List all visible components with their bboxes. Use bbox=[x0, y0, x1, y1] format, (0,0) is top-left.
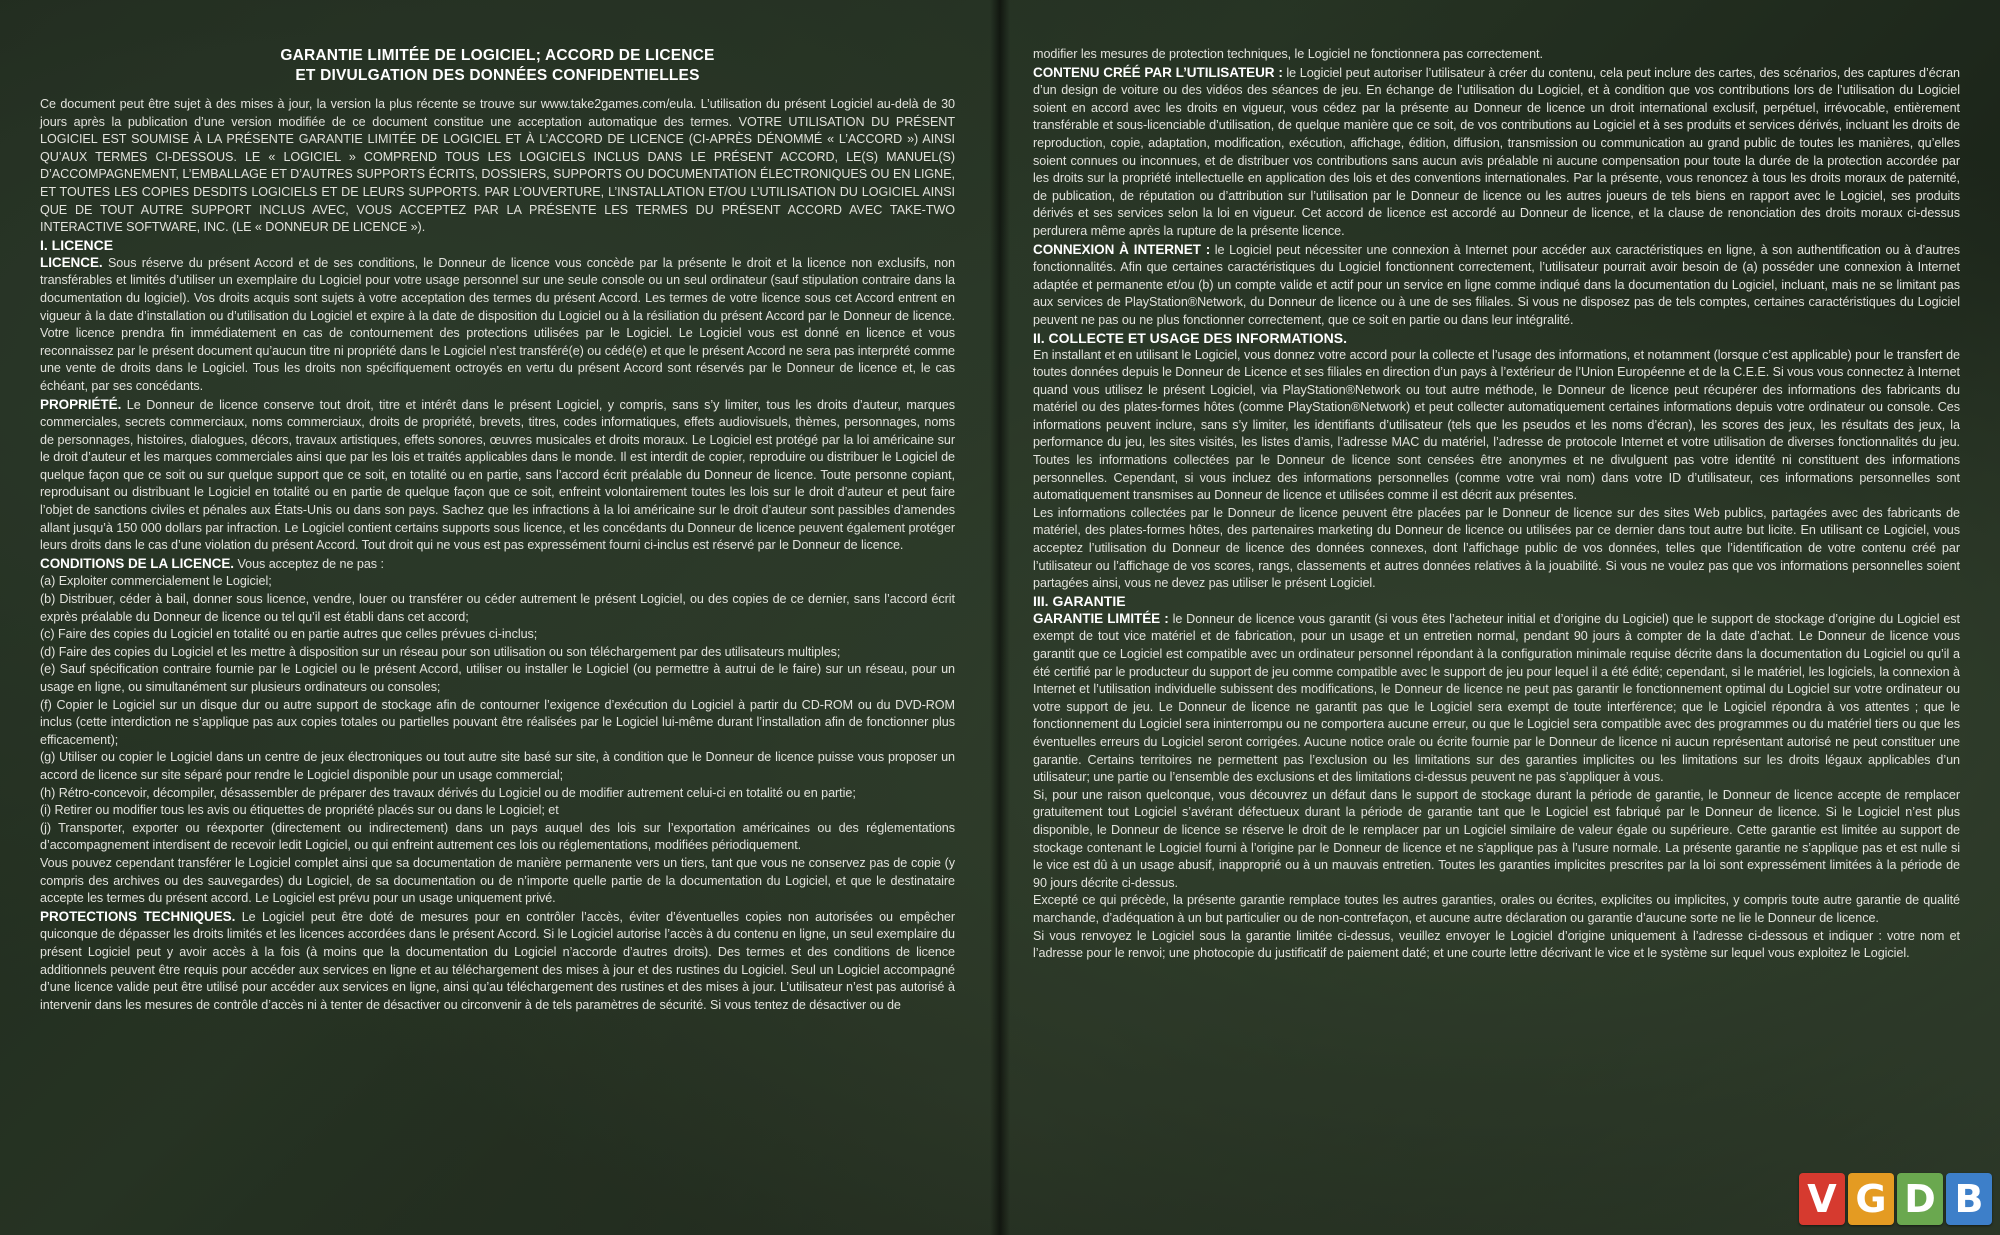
ugc-paragraph bbox=[1033, 64, 1960, 241]
licence-paragraph bbox=[40, 254, 955, 396]
protections-text: Le Logiciel peut être doté de mesures pour en contrôler l’accès, éviter d’éventuelles copies non autorisées ou empêcher quiconque de dépasser les droits limités et les licences accordées dans le présent Accord. Si le Logiciel autorise l’accès à du contenu en ligne, un seul exemplaire du présent Logiciel peut y avoir accès à la fois (à moins que la documentation du Logiciel n’accorde d’autres droits). Des termes et des conditions de licence additionnels peuvent être requis pour accéder aux services en ligne et au téléchargement des mises à jour et des rustines du Logiciel. Seul un Logiciel accompagné d’une licence valide peut être utilisé pour accéder aux services en ligne, ainsi qu’au téléchargement des rustines et des mises à jour. L’utilisateur n’est pas autorisé à intervenir dans les mesures de contrôle d’accès ni à tenter de désactiver ou circonvenir à de tels paramètres de sécurité. Si vous tentez de désactiver ou de bbox=[40, 909, 955, 1012]
list-item: (b) Distribuer, céder à bail, donner sous licence, vendre, louer ou transférer ou céder autrement le présent Logiciel, ou des copies de ce dernier, sans l’accord écrit exprès préalable du Donneur de licence ou tel qu’il est établi dans cet accord; bbox=[40, 592, 955, 624]
transfer-paragraph: Vous pouvez cependant transférer le Logiciel complet ainsi que sa documentation de manière permanente vers un tiers, tant que vous ne conservez pas de copie (y compris des archives ou des sauvegardes) du Logiciel, de sa documentation ou de n’importe quelle partie de la documentation du Logiciel, et que le destinataire accepte les termes du présent accord. Le Logiciel est prévu pour un usage uniquement privé. bbox=[40, 855, 955, 906]
licence-text: Sous réserve du présent Accord et de ses conditions, le Donneur de licence vous concède par la présente le droit et la licence non exclusifs, non transférables et limités d’utiliser un exemplaire du Logiciel pour votre usage personnel sur une seule console ou un seul ordinateur (sauf stipulation contraire dans la documentation du logiciel). Vos droits acquis sont sujets à votre acceptation des termes du présent Accord. Les termes de votre licence sous cet Accord entrent en vigueur à la date d’installation ou d’utilisation du Logiciel et expire à la date de disposition du Logiciel ou à la résiliation du présent Accord par le Donneur de licence. Votre licence prendra fin immédiatement en cas de contournement des protections utilisées par le Logiciel. Le Logiciel vous est donné en licence et vous reconnaissez par le présent document qu’aucun titre ni propriété dans le Logiciel n’est transféré(e) ou cédé(e) et que le présent Accord ne sera pas interprété comme une vente de droits dans le Logiciel. Tous les droits non spécifiquement octroyés en vertu du présent Accord sont réservés par le Donneur de licence et, le cas échéant, par ses concédants. bbox=[40, 255, 955, 393]
propriete-lead: PROPRIÉTÉ. bbox=[40, 396, 122, 412]
ugc-lead: CONTENU CRÉÉ PAR L’UTILISATEUR : bbox=[1033, 64, 1283, 80]
data-collection-paragraph-1: En installant et en utilisant le Logiciel, vous donnez votre accord pour la collecte et l’usage des informations, et notamment (lorsque c’est applicable) pour le transfert de toutes données depuis le Donneur de Licence et ses filiales en direction d’un pays à l’extérieur de l’Union Européenne et de la C.E.E. Si vous vous connectez à Internet quand vous utilisez le présent Logiciel, via PlayStation®Network ou tout autre méthode, le Donneur de licence peut récupérer des informations des fabricants du matériel ou des plates-formes hôtes (comme PlayStation®Network) et peut collecter automatiquement certaines informations depuis votre ordinateur ou console. Ces informations peuvent inclure, sans s’y limiter, les identifiants d’utilisateur (tels que les pseudos et les noms d’écran), les scores des jeux, les résultats des jeux, la performance du jeu, les sites visités, les listes d’amis, l’adresse MAC du matériel, l’adresse de protocole Internet et votre utilisation de diverses fonctionnalités du jeu. Toutes les informations collectées par le Donneur de licence sont censées être anonymes et ne divulguent pas votre identité ni constituent des informations personnelles. Cependant, si vous incluez des informations personnelles (comme votre vrai nom) dans votre ID d’utilisateur, ces informations personnelles sont automatiquement transmises au Donneur de licence et utilisées comme il est décrit aux présentes. bbox=[1033, 347, 1960, 503]
list-item: (g) Utiliser ou copier le Logiciel dans un centre de jeux électroniques ou tout autre site basé sur site, à condition que le Donneur de licence puisse vous proposer un accord de licence sur site séparé pour rendre le Logiciel disponible pour un usage commercial; bbox=[40, 750, 955, 782]
section-3-heading: III. GARANTIE bbox=[1033, 592, 1126, 609]
title-line-2: ET DIVULGATION DES DONNÉES CONFIDENTIELLES bbox=[295, 67, 700, 84]
list-item: (i) Retirer ou modifier tous les avis ou étiquettes de propriété placés sur ou dans le Logiciel; et bbox=[40, 803, 559, 818]
data-collection-paragraph-2: Les informations collectées par le Donneur de licence peuvent être placées par le Donneur de licence sur des sites Web publics, partagées avec des fabricants de matériel, des plates-formes hôtes, des partenaires marketing du Donneur de licence ou utilisées par ce dernier dans tout autre but licite. En utilisant ce Logiciel, vous acceptez l’utilisation du Donneur de licence des données connexes, dont l’affichage public de vos données, telles que l’identification de votre contenu créé par l’utilisateur ou l’affichage de vos scores, rangs, classements et autres données relatives à la jouabilité. Si vous ne voulez pas que vos informations personnelles soient partagées ainsi, vous ne devez pas utiliser le présent Logiciel. bbox=[1033, 505, 1960, 591]
left-page bbox=[0, 0, 995, 1235]
warranty-lead: GARANTIE LIMITÉE : bbox=[1033, 610, 1169, 626]
internet-paragraph bbox=[1033, 241, 1960, 330]
propriete-paragraph bbox=[40, 396, 955, 555]
warranty-text: le Donneur de licence vous garantit (si vous êtes l’acheteur initial et d’origine du Logiciel) que le support de stockage d’origine du Logiciel est exempt de tout vice matériel et de fabrication, pour un usage et un entretien normal, pendant 90 jours à compter de la date d’achat. Le Donneur de licence vous garantit que ce Logiciel est compatible avec un ordinateur personnel répondant à la configuration minimale requise décrite dans la documentation du Logiciel ou qu’il a été certifié par le producteur du support de jeu comme compatible avec le support de jeu pour lequel il a été édité; cependant, si le matériel, les logiciels, la connexion à Internet et l’utilisation individuelle subissent des modifications, le Donneur de licence ne peut pas garantir le fonctionnement optimal du Logiciel sur votre ordinateur ou votre support de jeu. Le Donneur de licence ne garantit pas que le Logiciel sera exempt de toute interférence; que le Logiciel répondra à vos attentes ; que le fonctionnement du Logiciel sera ininterrompu ou ne comportera aucune erreur, ou que le Logiciel sera compatible avec des programmes ou du matériel tiers ou que les éventuelles erreurs du Logiciel seront corrigées. Aucune notice orale ou écrite fournie par le Donneur de licence ni aucun représentant autorisé ne peut constituer une garantie. Certains territoires ne permettent pas l’exclusion ou les limitations sur des garanties implicites ou les limitations sur les droits légaux applicables d’un utilisateur; une partie ou l’ensemble des exclusions et des limitations ci-dessus peuvent ne pas s’appliquer à vous. bbox=[1033, 611, 1960, 785]
list-item: (c) Faire des copies du Logiciel en totalité ou en partie autres que celles prévues ci-inclus; bbox=[40, 627, 538, 642]
title-line-1: GARANTIE LIMITÉE DE LOGICIEL; ACCORD DE LICENCE bbox=[280, 47, 715, 64]
internet-text: le Logiciel peut nécessiter une connexion à Internet pour accéder aux caractéristiques en ligne, à son authentification ou à d’autres fonctionnalités. Afin que certaines caractéristiques du Logiciel fonctionnent correctement, l’utilisateur pourrait avoir besoin de (a) posséder une connexion à Internet adaptée et permanente et/ou (b) un compte valide et actif pour un service en ligne comme indiqué dans la documentation du Logiciel, incluant, mais ne se limitant pas aux services de PlayStation®Network, du Donneur de licence ou à une de ses filiales. Si vous ne disposez pas de tels comptes, certaines caractéristiques du Logiciel peuvent ne pas ou ne plus fonctionner correctement, que ce soit en partie ou dans leur intégralité. bbox=[1033, 242, 1960, 327]
continued-paragraph: modifier les mesures de protection techniques, le Logiciel ne fonctionnera pas correctement. bbox=[1033, 47, 1543, 61]
warranty-paragraph-2: Si, pour une raison quelconque, vous découvrez un défaut dans le support de stockage durant la période de garantie, le Donneur de licence accepte de remplacer gratuitement tout Logiciel s’avérant défectueux durant la période de garantie tant que le Logiciel est fabriqué par le Donneur de licence. Si le Logiciel n’est plus disponible, le Donneur de licence se réserve le droit de le remplacer par un Logiciel similaire de valeur égale ou supérieure. Cette garantie est limitée au support de stockage contenant le Logiciel fourni à l’origine par le Donneur de licence et ne s’applique pas à l’usure normale. La présente garantie ne s’applique pas et est nulle si le vice est dû à un usage abusif, inapproprié ou à un mauvais entretien. Toutes les garanties implicites prescrites par la loi sont expressément limitées à la période de 90 jours décrite ci-dessus. bbox=[1033, 787, 1960, 890]
list-item: (e) Sauf spécification contraire fournie par le Logiciel ou le présent Accord, utiliser ou installer le Logiciel (ou permettre à autrui de le faire) sur un réseau, pour un usage en ligne, ou simultanément sur plusieurs ordinateurs ou consoles; bbox=[40, 662, 955, 694]
list-item: (a) Exploiter commercialement le Logiciel; bbox=[40, 574, 272, 589]
list-item: (d) Faire des copies du Logiciel et les mettre à disposition sur un réseau pour son utilisation ou son téléchargement par des utilisateurs multiples; bbox=[40, 644, 841, 659]
right-page bbox=[1005, 0, 2000, 1235]
protections-paragraph bbox=[40, 908, 955, 1015]
conditions-paragraph bbox=[40, 555, 955, 574]
section-2-heading: II. COLLECTE ET USAGE DES INFORMATIONS. bbox=[1033, 329, 1347, 346]
logo-letter-b: B bbox=[1946, 1173, 1992, 1225]
licence-lead: LICENCE. bbox=[40, 254, 103, 270]
conditions-lead: CONDITIONS DE LA LICENCE. bbox=[40, 555, 235, 571]
protections-lead: PROTECTIONS TECHNIQUES. bbox=[40, 908, 236, 924]
ugc-text: le Logiciel peut autoriser l’utilisateur à créer du contenu, cela peut inclure des cartes, des scénarios, des captures d’écran d’un design de voiture ou des vidéos des séances de jeu. En échange de l’utilisation du Logiciel, et à condition que vos contributions lors de l’utilisation du Logiciel soient en accord avec les droits en vigueur, vous cédez par la présente au Donneur de licence un droit international exclusif, perpétuel, irrévocable, entièrement transférable et sous-licenciable d’utilisation, de quelque manière que ce soit, de vos contributions au Logiciel et à ses produits et services dérivés, incluant les droits de reproduction, copie, adaptation, modification, exécution, affichage, édition, diffusion, transmission ou communication au grand public de toutes les manières, qu’elles soient connues ou inconnues, et de distribuer vos contributions sans aucun avis préalable ni aucune compensation pour toute la durée de la protection accordée par les droits sur la propriété intellectuelle en application des lois et des conventions internationales. Par la présente, vous renoncez à tous les droits moraux de paternité, de publication, de réputation ou d’attribution sur l’utilisation par le Donneur de licence ou les autres joueurs de tels biens en rapport avec le Logiciel, ses produits dérivés et ses services selon la loi en vigueur. Cet accord de licence est accordé au Donneur de licence, et la clause de renonciation des droits moraux ci-dessus perdurera même après la rupture de la présente licence. bbox=[1033, 65, 1960, 238]
logo-letter-v: V bbox=[1799, 1173, 1845, 1225]
warranty-paragraph-1 bbox=[1033, 610, 1960, 787]
logo-letter-d: D bbox=[1897, 1173, 1943, 1225]
list-item: (f) Copier le Logiciel sur un disque dur ou autre support de stockage afin de contourner l’exigence d’exécution du Logiciel à partir du CD-ROM ou du DVD-ROM inclus (cette interdiction ne s’applique pas aux copies totales ou partielles pouvant être réalisées par le Logiciel lui-même durant l’installation afin de fonctionner plus efficacement); bbox=[40, 697, 955, 747]
list-item: (h) Rétro-concevoir, décompiler, désassembler de préparer des travaux dérivés du Logiciel ou de modifier autrement celui-ci en totalité ou en partie; bbox=[40, 785, 856, 800]
list-item: (j) Transporter, exporter ou réexporter (directement ou indirectement) dans un pays auquel des lois sur l’exportation américaines ou des réglementations d’accompagnement interdisent de recevoir ledit Logiciel, ou qui enfreint autrement ces lois ou réglementations, modifiées périodiquement. bbox=[40, 820, 955, 853]
intro-paragraph: Ce document peut être sujet à des mises à jour, la version la plus récente se trouve sur www.take2games.com/eula. L’utilisation du présent Logiciel au-delà de 30 jours après la publication d’une version modifiée de ce document constitue une acceptation automatique des termes. VOTRE UTILISATION DU PRÉSENT LOGICIEL EST SOUMISE À LA PRÉSENTE GARANTIE LIMITÉE DE LOGICIEL ET À L’ACCORD DE LICENCE (CI-APRÈS DÉNOMMÉ « L’ACCORD ») AINSI QU’AUX TERMES CI-DESSOUS. LE « LOGICIEL » COMPREND TOUS LES LOGICIELS INCLUS DANS LE PRÉSENT ACCORD, LE(S) MANUEL(S) D’ACCOMPAGNEMENT, L’EMBALLAGE ET D’AUTRES SUPPORTS ÉCRITS, DOSSIERS, SUPPORTS OU DOCUMENTATION ÉLECTRONIQUES OU EN LIGNE, ET TOUTES LES COPIES DESDITS LOGICIELS ET DE LEURS SUPPORTS. PAR L’OUVERTURE, L’INSTALLATION ET/OU L’UTILISATION DU LOGICIEL AINSI QUE DE TOUT AUTRE SUPPORT INCLUS AVEC, VOUS ACCEPTEZ PAR LA PRÉSENTE LES TERMES DU PRÉSENT ACCORD AVEC TAKE-TWO INTERACTIVE SOFTWARE, INC. (LE « DONNEUR DE LICENCE »). bbox=[40, 97, 955, 235]
warranty-paragraph-4: Si vous renvoyez le Logiciel sous la garantie limitée ci-dessus, veuillez envoyer le Logiciel d’origine uniquement à l’adresse ci-dessous et indiquer : votre nom et l’adresse pour le renvoi; une photocopie du justificatif de paiement daté; et une courte lettre décrivant le vice et le système sur lequel vous exploitez le Logiciel. bbox=[1033, 928, 1960, 961]
section-1-heading: I. LICENCE bbox=[40, 236, 114, 253]
warranty-paragraph-3: Excepté ce qui précède, la présente garantie remplace toutes les autres garanties, orales ou écrites, explicites ou implicites, y compris toute autre garantie de qualité marchande, d’adéquation à un but particulier ou de non-contrefaçon, et aucune autre déclaration ou garantie d’aucune sorte ne lie le Donneur de licence. bbox=[1033, 893, 1960, 925]
document-title bbox=[40, 46, 955, 86]
propriete-text: Le Donneur de licence conserve tout droit, titre et intérêt dans le présent Logiciel, y compris, sans s’y limiter, tous les droits d’auteur, marques commerciales, secrets commerciaux, noms commerciaux, droits de propriété, brevets, titres, codes informatiques, effets audiovisuels, thèmes, personnages, noms de personnages, histoires, dialogues, décors, travaux artistiques, effets sonores, œuvres musicales et droits moraux. Le Logiciel est protégé par la loi américaine sur le droit d’auteur et les marques commerciales ainsi que par les lois et traités applicables dans le monde. Il est interdit de copier, reproduire ou distribuer le Logiciel de quelque façon que ce soit ou sur quelque support que ce soit, en totalité ou en partie, sans l’accord écrit préalable du Donneur de licence. Toute personne copiant, reproduisant ou distribuant le Logiciel en totalité ou en partie de quelque façon que ce soit, enfreint volontairement toutes les lois sur le droit d’auteur et peut faire l’objet de sanctions civiles et pénales aux États-Unis ou dans son pays. Sachez que les infractions à la loi américaine sur le droit d’auteur sont passibles d’amendes allant jusqu’à 150 000 dollars par infraction. Le Logiciel contient certains supports sous licence, et les concédants du Donneur de licence peuvent également protéger leurs droits dans le cas d’une violation du présent Accord. Tout droit qui ne vous est pas expressément fourni ci-inclus est réservé par le Donneur de licence. bbox=[40, 397, 955, 553]
internet-lead: CONNEXION À INTERNET : bbox=[1033, 241, 1211, 257]
conditions-text: Vous acceptez de ne pas : bbox=[234, 556, 384, 571]
logo-letter-g: G bbox=[1848, 1173, 1894, 1225]
vgdb-watermark-logo bbox=[1799, 1173, 1992, 1225]
